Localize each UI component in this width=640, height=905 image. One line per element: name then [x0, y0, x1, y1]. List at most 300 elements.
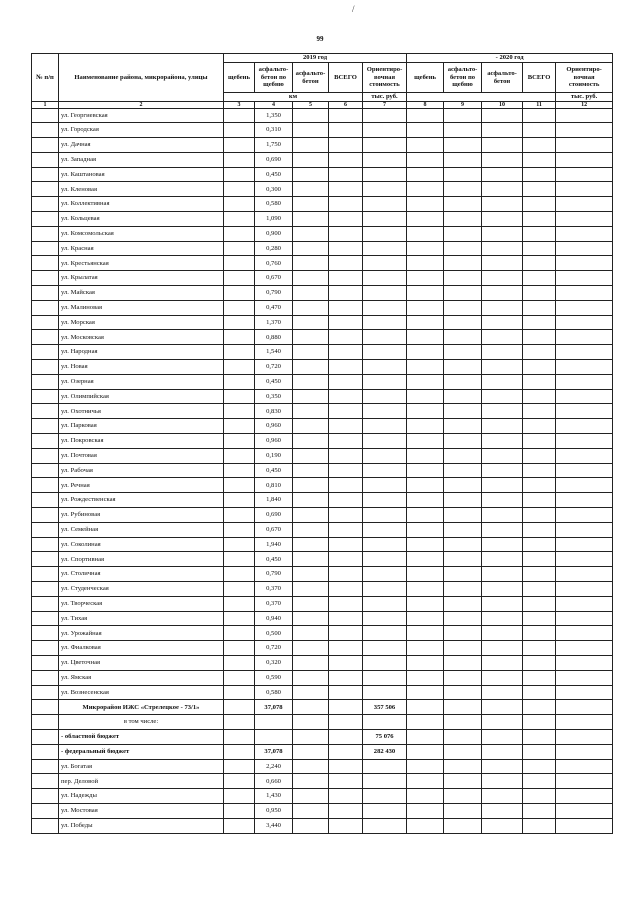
- asphalt-on-gravel-km-cell: 0,760: [255, 256, 293, 271]
- empty-cell: [523, 522, 556, 537]
- empty-cell: [556, 729, 613, 744]
- asphalt-on-gravel-km-cell: 0,720: [255, 641, 293, 656]
- empty-cell: [32, 641, 59, 656]
- empty-cell: [224, 655, 255, 670]
- empty-cell: [224, 271, 255, 286]
- street-name-cell: ул. Новая: [59, 360, 224, 375]
- empty-cell: [224, 286, 255, 301]
- asphalt-on-gravel-km-cell: 0,900: [255, 226, 293, 241]
- empty-cell: [407, 596, 444, 611]
- estimated-cost-cell: [363, 493, 407, 508]
- empty-cell: [444, 655, 482, 670]
- empty-cell: [293, 685, 329, 700]
- asphalt-on-gravel-km-cell: 0,670: [255, 271, 293, 286]
- empty-cell: [556, 360, 613, 375]
- empty-cell: [556, 789, 613, 804]
- empty-cell: [293, 789, 329, 804]
- empty-cell: [482, 582, 523, 597]
- empty-cell: [556, 463, 613, 478]
- empty-cell: [556, 537, 613, 552]
- empty-cell: [407, 360, 444, 375]
- street-name-cell: ул. Западная: [59, 152, 224, 167]
- empty-cell: [32, 286, 59, 301]
- estimated-cost-cell: [363, 271, 407, 286]
- empty-cell: [407, 300, 444, 315]
- table-row: [32, 655, 613, 670]
- asphalt-on-gravel-km-cell: 1,350: [255, 108, 293, 123]
- table-row: [32, 611, 613, 626]
- empty-cell: [407, 108, 444, 123]
- empty-cell: [329, 700, 363, 715]
- empty-cell: [523, 300, 556, 315]
- empty-cell: [444, 271, 482, 286]
- estimated-cost-cell: [363, 404, 407, 419]
- empty-cell: [32, 611, 59, 626]
- table-row: [32, 685, 613, 700]
- empty-cell: [407, 582, 444, 597]
- index-cell: 8: [407, 101, 444, 108]
- empty-cell: [556, 300, 613, 315]
- estimated-cost-cell: [363, 789, 407, 804]
- empty-cell: [407, 537, 444, 552]
- empty-cell: [224, 448, 255, 463]
- street-name-cell: ул. Столичная: [59, 567, 224, 582]
- empty-cell: [407, 138, 444, 153]
- table-row: [32, 286, 613, 301]
- asphalt-on-gravel-km-cell: 0,960: [255, 419, 293, 434]
- asphalt-on-gravel-km-cell: 0,320: [255, 655, 293, 670]
- empty-cell: [329, 611, 363, 626]
- table-row: [32, 212, 613, 227]
- empty-cell: [293, 774, 329, 789]
- empty-cell: [293, 463, 329, 478]
- unit-rub: тыс. руб.: [363, 93, 407, 102]
- empty-cell: [407, 567, 444, 582]
- empty-cell: [329, 493, 363, 508]
- empty-cell: [329, 685, 363, 700]
- empty-cell: [293, 478, 329, 493]
- empty-cell: [482, 226, 523, 241]
- empty-cell: [293, 197, 329, 212]
- empty-cell: [523, 700, 556, 715]
- empty-cell: [32, 626, 59, 641]
- empty-cell: [556, 226, 613, 241]
- asphalt-on-gravel-km-cell: 1,940: [255, 537, 293, 552]
- empty-cell: [444, 404, 482, 419]
- empty-cell: [556, 374, 613, 389]
- table-row: [32, 478, 613, 493]
- empty-cell: [482, 493, 523, 508]
- empty-cell: [224, 182, 255, 197]
- empty-cell: [556, 508, 613, 523]
- empty-cell: [32, 108, 59, 123]
- empty-cell: [329, 729, 363, 744]
- empty-cell: [224, 641, 255, 656]
- empty-cell: [556, 655, 613, 670]
- empty-cell: [482, 212, 523, 227]
- empty-cell: [444, 345, 482, 360]
- asphalt-on-gravel-km-cell: 1,090: [255, 212, 293, 227]
- street-name-cell: ул. Студенческая: [59, 582, 224, 597]
- asphalt-on-gravel-km-cell: 0,580: [255, 197, 293, 212]
- street-name-cell: ул. Дачная: [59, 138, 224, 153]
- street-name-cell: ул. Цветочная: [59, 655, 224, 670]
- table-row: [32, 522, 613, 537]
- empty-cell: [32, 241, 59, 256]
- empty-cell: [32, 374, 59, 389]
- estimated-cost-cell: [363, 596, 407, 611]
- empty-cell: [329, 374, 363, 389]
- empty-cell: [556, 670, 613, 685]
- empty-cell: [444, 818, 482, 833]
- street-name-cell: ул. Комсомольская: [59, 226, 224, 241]
- empty-cell: [556, 315, 613, 330]
- empty-cell: [293, 596, 329, 611]
- empty-cell: [556, 212, 613, 227]
- page-number: 99: [316, 35, 324, 43]
- empty-cell: [329, 226, 363, 241]
- empty-cell: [523, 715, 556, 730]
- street-name-cell: ул. Каштановая: [59, 167, 224, 182]
- empty-cell: [482, 715, 523, 730]
- table-row: [32, 345, 613, 360]
- empty-cell: [523, 582, 556, 597]
- asphalt-on-gravel-km-cell: 0,790: [255, 286, 293, 301]
- empty-cell: [523, 478, 556, 493]
- empty-cell: [224, 152, 255, 167]
- index-cell: 12: [556, 101, 613, 108]
- table-row: [32, 123, 613, 138]
- empty-cell: [482, 685, 523, 700]
- empty-cell: [329, 567, 363, 582]
- empty-cell: [293, 552, 329, 567]
- street-name-cell: ул. Мостовая: [59, 803, 224, 818]
- empty-cell: [329, 537, 363, 552]
- table-row: [32, 241, 613, 256]
- empty-cell: [523, 626, 556, 641]
- street-name-cell: ул. Охотничья: [59, 404, 224, 419]
- empty-cell: [293, 715, 329, 730]
- empty-cell: [556, 611, 613, 626]
- empty-cell: [224, 552, 255, 567]
- empty-cell: [407, 508, 444, 523]
- empty-cell: [329, 108, 363, 123]
- empty-cell: [523, 404, 556, 419]
- empty-cell: [482, 611, 523, 626]
- table-row: [32, 374, 613, 389]
- estimated-cost-cell: [363, 611, 407, 626]
- table-row: [32, 729, 613, 744]
- empty-cell: [224, 596, 255, 611]
- empty-cell: [32, 596, 59, 611]
- estimated-cost-cell: [363, 167, 407, 182]
- index-cell: 10: [482, 101, 523, 108]
- empty-cell: [293, 241, 329, 256]
- empty-cell: [407, 729, 444, 744]
- empty-cell: [293, 182, 329, 197]
- estimated-cost-cell: [363, 582, 407, 597]
- empty-cell: [32, 789, 59, 804]
- empty-cell: [32, 685, 59, 700]
- table-row: [32, 493, 613, 508]
- empty-cell: [32, 537, 59, 552]
- empty-cell: [293, 360, 329, 375]
- empty-cell: [482, 522, 523, 537]
- empty-cell: [444, 522, 482, 537]
- empty-cell: [407, 197, 444, 212]
- street-name-cell: ул. Кленовая: [59, 182, 224, 197]
- empty-cell: [444, 463, 482, 478]
- asphalt-on-gravel-km-cell: 0,450: [255, 167, 293, 182]
- street-name-cell: в том числе:: [59, 715, 224, 730]
- empty-cell: [329, 182, 363, 197]
- empty-cell: [224, 123, 255, 138]
- empty-cell: [32, 256, 59, 271]
- empty-cell: [224, 611, 255, 626]
- empty-cell: [523, 152, 556, 167]
- empty-cell: [224, 493, 255, 508]
- empty-cell: [482, 197, 523, 212]
- unit-km: км: [224, 93, 363, 102]
- empty-cell: [444, 582, 482, 597]
- empty-cell: [224, 167, 255, 182]
- empty-cell: [482, 744, 523, 759]
- empty-cell: [444, 226, 482, 241]
- asphalt-on-gravel-km-cell: 0,720: [255, 360, 293, 375]
- empty-cell: [444, 552, 482, 567]
- street-name-cell: ул. Коллективная: [59, 197, 224, 212]
- empty-cell: [444, 596, 482, 611]
- street-name-cell: ул. Урожайная: [59, 626, 224, 641]
- asphalt-on-gravel-km-cell: 0,450: [255, 374, 293, 389]
- index-cell: 11: [523, 101, 556, 108]
- empty-cell: [329, 138, 363, 153]
- table-row: [32, 434, 613, 449]
- empty-cell: [293, 537, 329, 552]
- empty-cell: [224, 256, 255, 271]
- asphalt-on-gravel-km-cell: 0,580: [255, 685, 293, 700]
- empty-cell: [329, 197, 363, 212]
- empty-cell: [482, 803, 523, 818]
- empty-cell: [444, 300, 482, 315]
- empty-cell: [329, 286, 363, 301]
- empty-cell: [224, 715, 255, 730]
- empty-cell: [224, 582, 255, 597]
- empty-cell: [293, 582, 329, 597]
- street-name-cell: ул. Рождественская: [59, 493, 224, 508]
- empty-cell: [224, 567, 255, 582]
- empty-cell: [407, 434, 444, 449]
- asphalt-on-gravel-km-cell: 0,830: [255, 404, 293, 419]
- empty-cell: [556, 345, 613, 360]
- table-row: [32, 182, 613, 197]
- estimated-cost-cell: [363, 552, 407, 567]
- street-name-cell: ул. Крестьянская: [59, 256, 224, 271]
- empty-cell: [407, 641, 444, 656]
- empty-cell: [407, 404, 444, 419]
- empty-cell: [556, 567, 613, 582]
- table-row: [32, 300, 613, 315]
- asphalt-on-gravel-km-cell: 0,940: [255, 611, 293, 626]
- sub-header: щебень: [224, 63, 255, 93]
- sub-header: ВСЕГО: [329, 63, 363, 93]
- empty-cell: [482, 152, 523, 167]
- empty-cell: [556, 715, 613, 730]
- empty-cell: [556, 493, 613, 508]
- empty-cell: [523, 493, 556, 508]
- empty-cell: [329, 744, 363, 759]
- empty-cell: [444, 212, 482, 227]
- empty-cell: [293, 611, 329, 626]
- street-name-cell: ул. Олимпийская: [59, 389, 224, 404]
- empty-cell: [482, 759, 523, 774]
- empty-cell: [407, 818, 444, 833]
- empty-cell: [482, 374, 523, 389]
- empty-cell: [523, 611, 556, 626]
- empty-cell: [329, 774, 363, 789]
- empty-cell: [407, 123, 444, 138]
- street-name-cell: ул. Спортивная: [59, 552, 224, 567]
- street-name-cell: - областной бюджет: [59, 729, 224, 744]
- empty-cell: [556, 404, 613, 419]
- empty-cell: [444, 448, 482, 463]
- asphalt-on-gravel-km-cell: 0,790: [255, 567, 293, 582]
- table-row: [32, 774, 613, 789]
- empty-cell: [444, 774, 482, 789]
- empty-cell: [293, 123, 329, 138]
- empty-cell: [224, 803, 255, 818]
- index-cell: 7: [363, 101, 407, 108]
- empty-cell: [523, 803, 556, 818]
- empty-cell: [293, 508, 329, 523]
- empty-cell: [444, 493, 482, 508]
- empty-cell: [444, 729, 482, 744]
- empty-cell: [224, 138, 255, 153]
- empty-cell: [482, 700, 523, 715]
- asphalt-on-gravel-km-cell: 1,430: [255, 789, 293, 804]
- empty-cell: [407, 611, 444, 626]
- asphalt-on-gravel-km-cell: 0,880: [255, 330, 293, 345]
- empty-cell: [407, 345, 444, 360]
- empty-cell: [482, 271, 523, 286]
- empty-cell: [407, 241, 444, 256]
- empty-cell: [407, 700, 444, 715]
- empty-cell: [293, 434, 329, 449]
- empty-cell: [224, 789, 255, 804]
- table-row: [32, 508, 613, 523]
- estimated-cost-cell: [363, 478, 407, 493]
- empty-cell: [329, 715, 363, 730]
- empty-cell: [482, 655, 523, 670]
- empty-cell: [482, 478, 523, 493]
- empty-cell: [32, 774, 59, 789]
- empty-cell: [523, 345, 556, 360]
- empty-cell: [293, 567, 329, 582]
- empty-cell: [32, 360, 59, 375]
- empty-cell: [329, 626, 363, 641]
- empty-cell: [556, 241, 613, 256]
- table-row: [32, 803, 613, 818]
- empty-cell: [329, 803, 363, 818]
- empty-cell: [293, 152, 329, 167]
- empty-cell: [523, 655, 556, 670]
- asphalt-on-gravel-km-cell: 0,690: [255, 152, 293, 167]
- sub-header: щебень: [407, 63, 444, 93]
- empty-cell: [523, 463, 556, 478]
- table-row: [32, 700, 613, 715]
- empty-cell: [444, 715, 482, 730]
- empty-cell: [407, 552, 444, 567]
- asphalt-on-gravel-km-cell: 0,370: [255, 582, 293, 597]
- empty-cell: [444, 685, 482, 700]
- estimated-cost-cell: [363, 315, 407, 330]
- street-name-cell: ул. Почтовая: [59, 448, 224, 463]
- empty-cell: [293, 345, 329, 360]
- empty-cell: [224, 197, 255, 212]
- empty-cell: [523, 360, 556, 375]
- empty-cell: [556, 330, 613, 345]
- estimated-cost-cell: 357 506: [363, 700, 407, 715]
- sub-header: асфальто-бетон по щебню: [444, 63, 482, 93]
- empty-cell: [32, 655, 59, 670]
- street-name-cell: ул. Покровская: [59, 434, 224, 449]
- street-name-cell: ул. Рабочая: [59, 463, 224, 478]
- table-row: [32, 448, 613, 463]
- index-cell: 4: [255, 101, 293, 108]
- empty-cell: [482, 641, 523, 656]
- index-cell: 5: [293, 101, 329, 108]
- empty-cell: [32, 419, 59, 434]
- empty-cell: [523, 670, 556, 685]
- street-name-cell: ул. Фиалковая: [59, 641, 224, 656]
- empty-cell: [224, 212, 255, 227]
- estimated-cost-cell: [363, 448, 407, 463]
- empty-cell: [523, 197, 556, 212]
- empty-cell: [556, 197, 613, 212]
- empty-cell: [556, 818, 613, 833]
- street-name-cell: ул. Морская: [59, 315, 224, 330]
- empty-cell: [224, 508, 255, 523]
- estimated-cost-cell: [363, 152, 407, 167]
- empty-cell: [32, 315, 59, 330]
- top-mark: /: [352, 4, 355, 14]
- asphalt-on-gravel-km-cell: 0,450: [255, 463, 293, 478]
- empty-cell: [293, 729, 329, 744]
- empty-cell: [523, 226, 556, 241]
- empty-cell: [293, 286, 329, 301]
- empty-cell: [32, 271, 59, 286]
- table-row: [32, 537, 613, 552]
- empty-cell: [556, 167, 613, 182]
- estimated-cost-cell: [363, 463, 407, 478]
- table-row: [32, 360, 613, 375]
- empty-cell: [293, 212, 329, 227]
- asphalt-on-gravel-km-cell: 0,300: [255, 182, 293, 197]
- table-row: [32, 197, 613, 212]
- empty-cell: [482, 123, 523, 138]
- empty-cell: [523, 330, 556, 345]
- empty-cell: [482, 286, 523, 301]
- empty-cell: [523, 286, 556, 301]
- street-name-cell: ул. Парковая: [59, 419, 224, 434]
- empty-cell: [482, 345, 523, 360]
- empty-cell: [523, 508, 556, 523]
- empty-cell: [407, 167, 444, 182]
- empty-cell: [293, 404, 329, 419]
- street-name-cell: пер. Деловой: [59, 774, 224, 789]
- street-name-cell: ул. Ямская: [59, 670, 224, 685]
- asphalt-on-gravel-km-cell: 0,590: [255, 670, 293, 685]
